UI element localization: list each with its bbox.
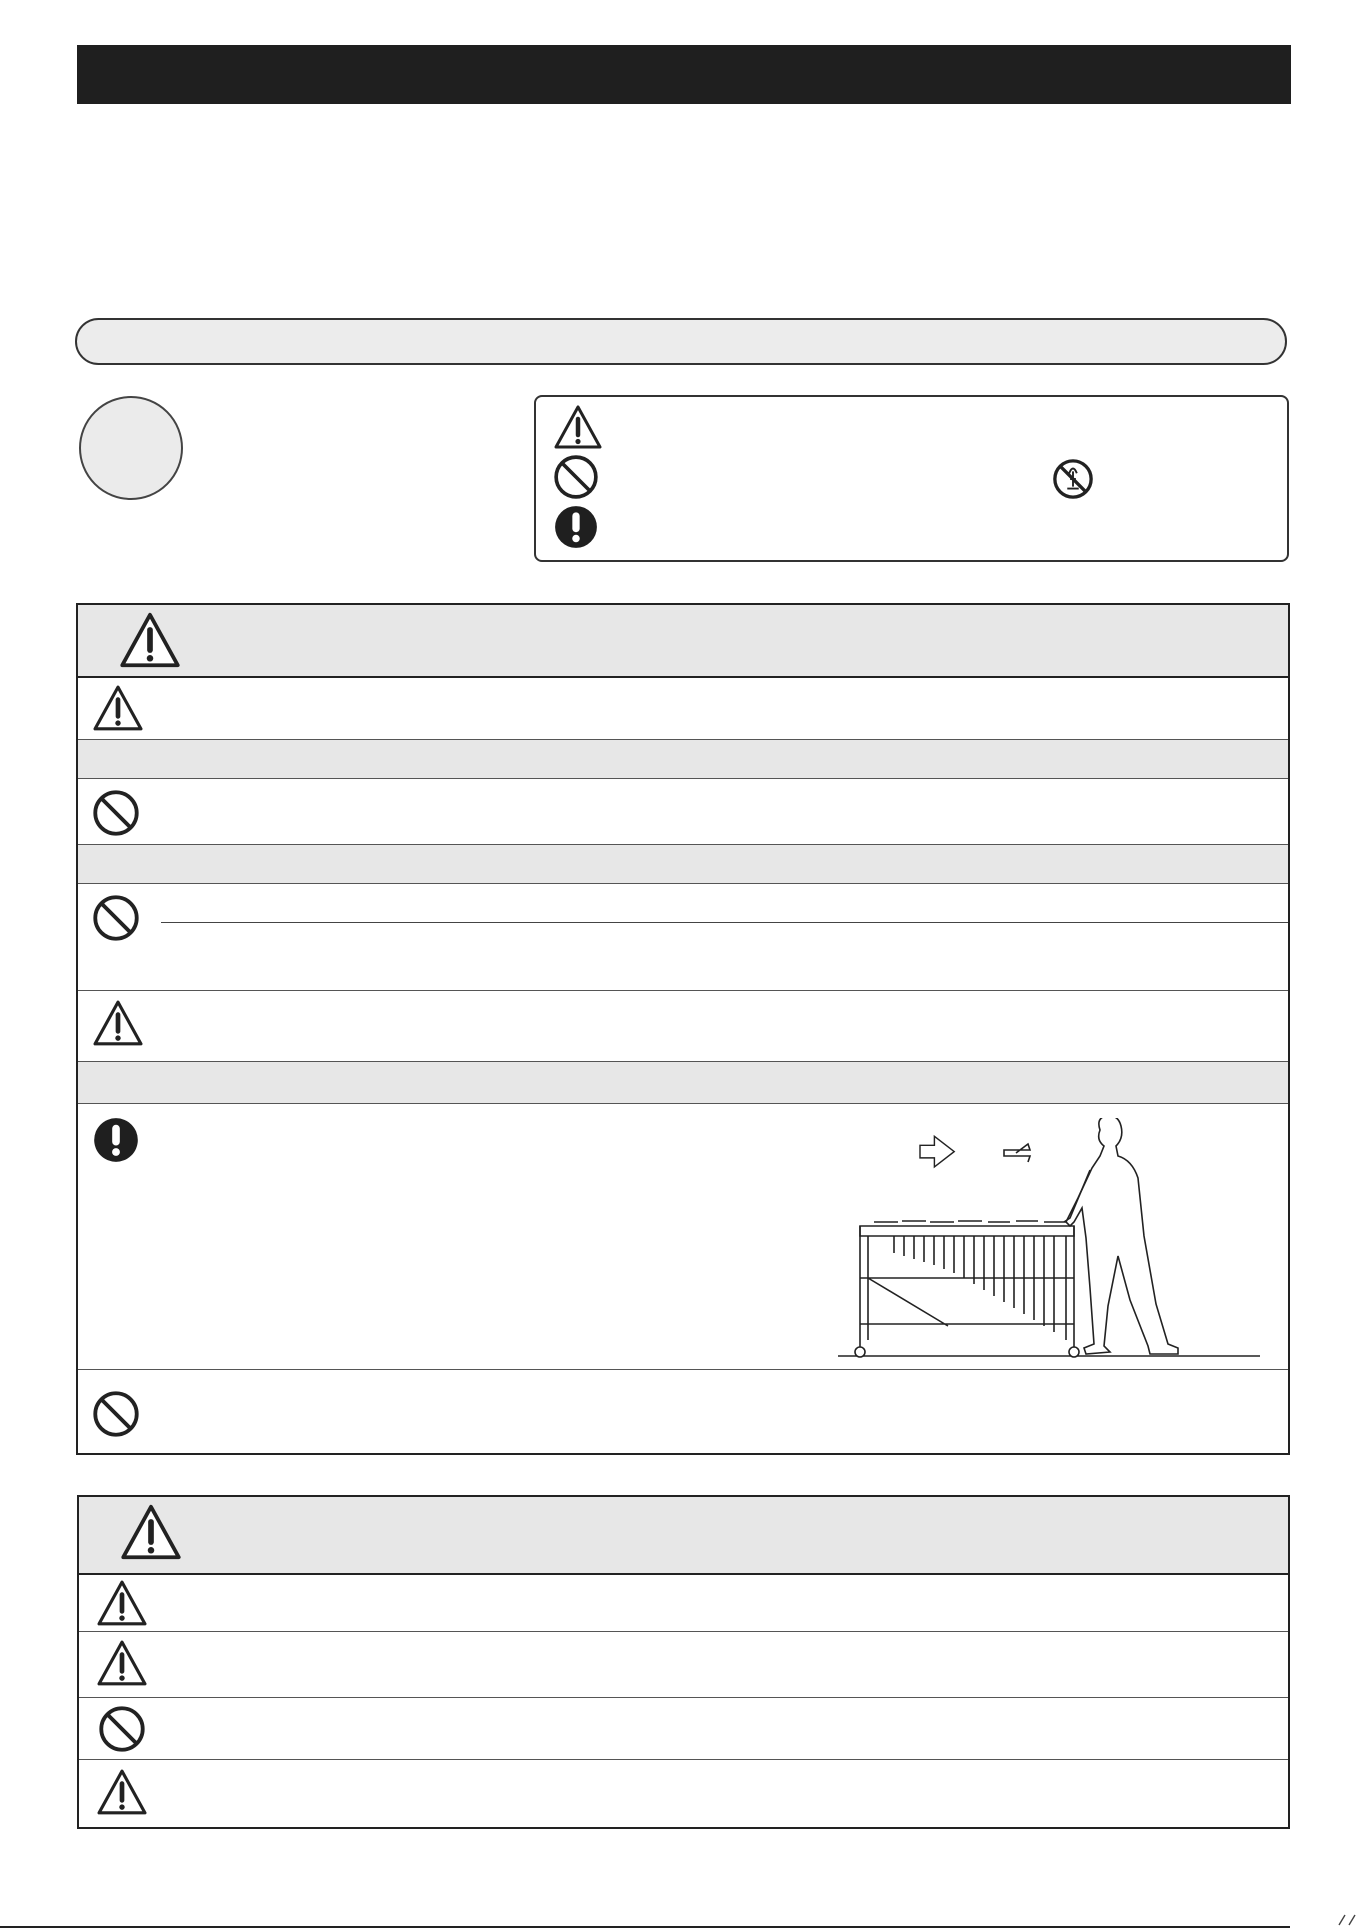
prohibited-circle-icon <box>92 789 140 837</box>
warning-panel-header <box>78 605 1288 678</box>
caution-row <box>79 1632 1288 1698</box>
subsection-band <box>78 1062 1288 1104</box>
warning-triangle-icon <box>553 404 603 450</box>
no-disassembly-icon <box>1052 458 1094 500</box>
mandatory-exclamation-icon <box>553 504 599 550</box>
title-bar <box>77 45 1291 104</box>
row-divider-line <box>161 922 1288 923</box>
warning-triangle-icon <box>92 999 144 1047</box>
person-moving-marimba-illustration <box>838 1118 1270 1364</box>
prohibited-circle-icon <box>553 454 599 500</box>
warning-triangle-icon <box>92 684 144 732</box>
warning-triangle-icon <box>96 1639 148 1687</box>
prohibited-circle-icon <box>92 894 140 942</box>
caution-row <box>79 1760 1288 1829</box>
subsection-band <box>78 845 1288 884</box>
warning-triangle-icon <box>96 1768 148 1816</box>
subsection-band <box>78 740 1288 779</box>
section-circle-mark <box>79 396 183 500</box>
warning-triangle-icon <box>120 1503 182 1561</box>
prohibited-row <box>78 1370 1288 1455</box>
warning-row <box>78 991 1288 1062</box>
prohibited-row <box>78 779 1288 845</box>
symbol-legend-box <box>534 395 1289 562</box>
mandatory-exclamation-icon <box>92 1116 140 1164</box>
caution-panel-header <box>79 1497 1288 1575</box>
section-heading-pill <box>75 318 1287 365</box>
warning-row <box>78 678 1288 740</box>
prohibited-row <box>78 884 1288 991</box>
caution-row <box>79 1575 1288 1632</box>
footer-rule <box>0 1926 1290 1928</box>
warning-triangle-icon <box>119 611 181 669</box>
prohibited-circle-icon <box>92 1390 140 1438</box>
caution-panel <box>77 1495 1290 1829</box>
warning-triangle-icon <box>96 1579 148 1627</box>
prohibited-row <box>79 1698 1288 1760</box>
prohibited-circle-icon <box>98 1705 146 1753</box>
page-corner-mark <box>1337 1912 1359 1926</box>
